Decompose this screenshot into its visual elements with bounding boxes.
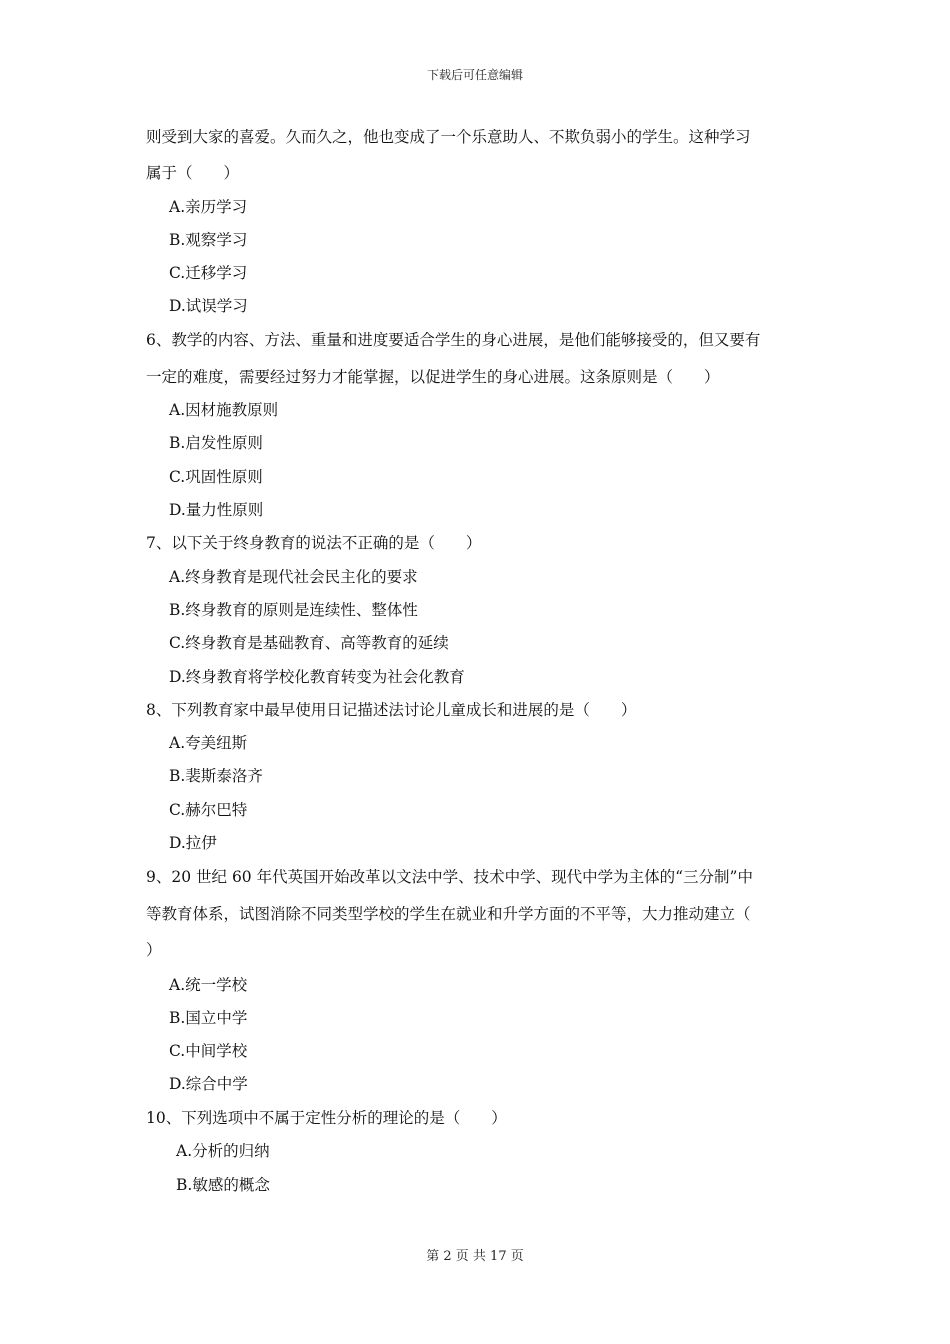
q5-option-b: B.观察学习 [169, 231, 248, 249]
q8-option-a: A.夸美纽斯 [169, 734, 248, 752]
q8-text-line1: 8、下列教育家中最早使用日记描述法讨论儿童成长和进展的是（ ） [146, 701, 637, 719]
q6-option-a: A.因材施教原则 [169, 401, 279, 419]
q8-option-b: B.裴斯泰洛齐 [169, 767, 263, 785]
page-header: 下载后可任意编辑 [426, 68, 523, 82]
q9-option-a: A.统一学校 [169, 976, 248, 994]
q7-option-b: B.终身教育的原则是连续性、整体性 [169, 601, 418, 619]
q7-option-a: A.终身教育是现代社会民主化的要求 [169, 568, 418, 586]
q6-option-c: C.巩固性原则 [169, 468, 263, 486]
q5-option-d: D.试误学习 [169, 297, 248, 315]
q7-text-line1: 7、以下关于终身教育的说法不正确的是（ ） [146, 534, 482, 552]
q6-option-d: D.量力性原则 [169, 501, 264, 519]
q9-option-d: D.综合中学 [169, 1075, 248, 1093]
q6-text-line1: 6、教学的内容、方法、重量和进度要适合学生的身心进展，是他们能够接受的，但又要有 [146, 331, 761, 349]
q10-option-b: B.敏感的概念 [176, 1176, 270, 1194]
q6-option-b: B.启发性原则 [169, 434, 263, 452]
q9-text-line3: ） [146, 941, 162, 959]
q5-option-c: C.迁移学习 [169, 264, 248, 282]
q9-text-line1: 9、20 世纪 60 年代英国开始改革以文法中学、技术中学、现代中学为主体的“三分制”中 [146, 868, 753, 886]
q10-text-line1: 10、下列选项中不属于定性分析的理论的是（ ） [146, 1109, 507, 1127]
q7-option-d: D.终身教育将学校化教育转变为社会化教育 [169, 668, 465, 686]
q9-option-c: C.中间学校 [169, 1042, 248, 1060]
q9-option-b: B.国立中学 [169, 1009, 248, 1027]
q7-option-c: C.终身教育是基础教育、高等教育的延续 [169, 634, 449, 652]
q5-option-a: A.亲历学习 [169, 198, 248, 216]
page-footer: 第 2 页 共 17 页 [426, 1249, 524, 1264]
q10-option-a: A.分析的归纳 [176, 1142, 270, 1160]
q5-text-line1: 则受到大家的喜爱。久而久之，他也变成了一个乐意助人、不欺负弱小的学生。这种学习 [146, 128, 751, 146]
q8-option-d: D.拉伊 [169, 834, 217, 852]
q6-text-line2: 一定的难度，需要经过努力才能掌握，以促进学生的身心进展。这条原则是（ ） [146, 368, 720, 386]
q9-text-line2: 等教育体系，试图消除不同类型学校的学生在就业和升学方面的不平等，大力推动建立（ [146, 905, 751, 923]
q8-option-c: C.赫尔巴特 [169, 801, 248, 819]
q5-text-line2: 属于（ ） [146, 164, 240, 182]
